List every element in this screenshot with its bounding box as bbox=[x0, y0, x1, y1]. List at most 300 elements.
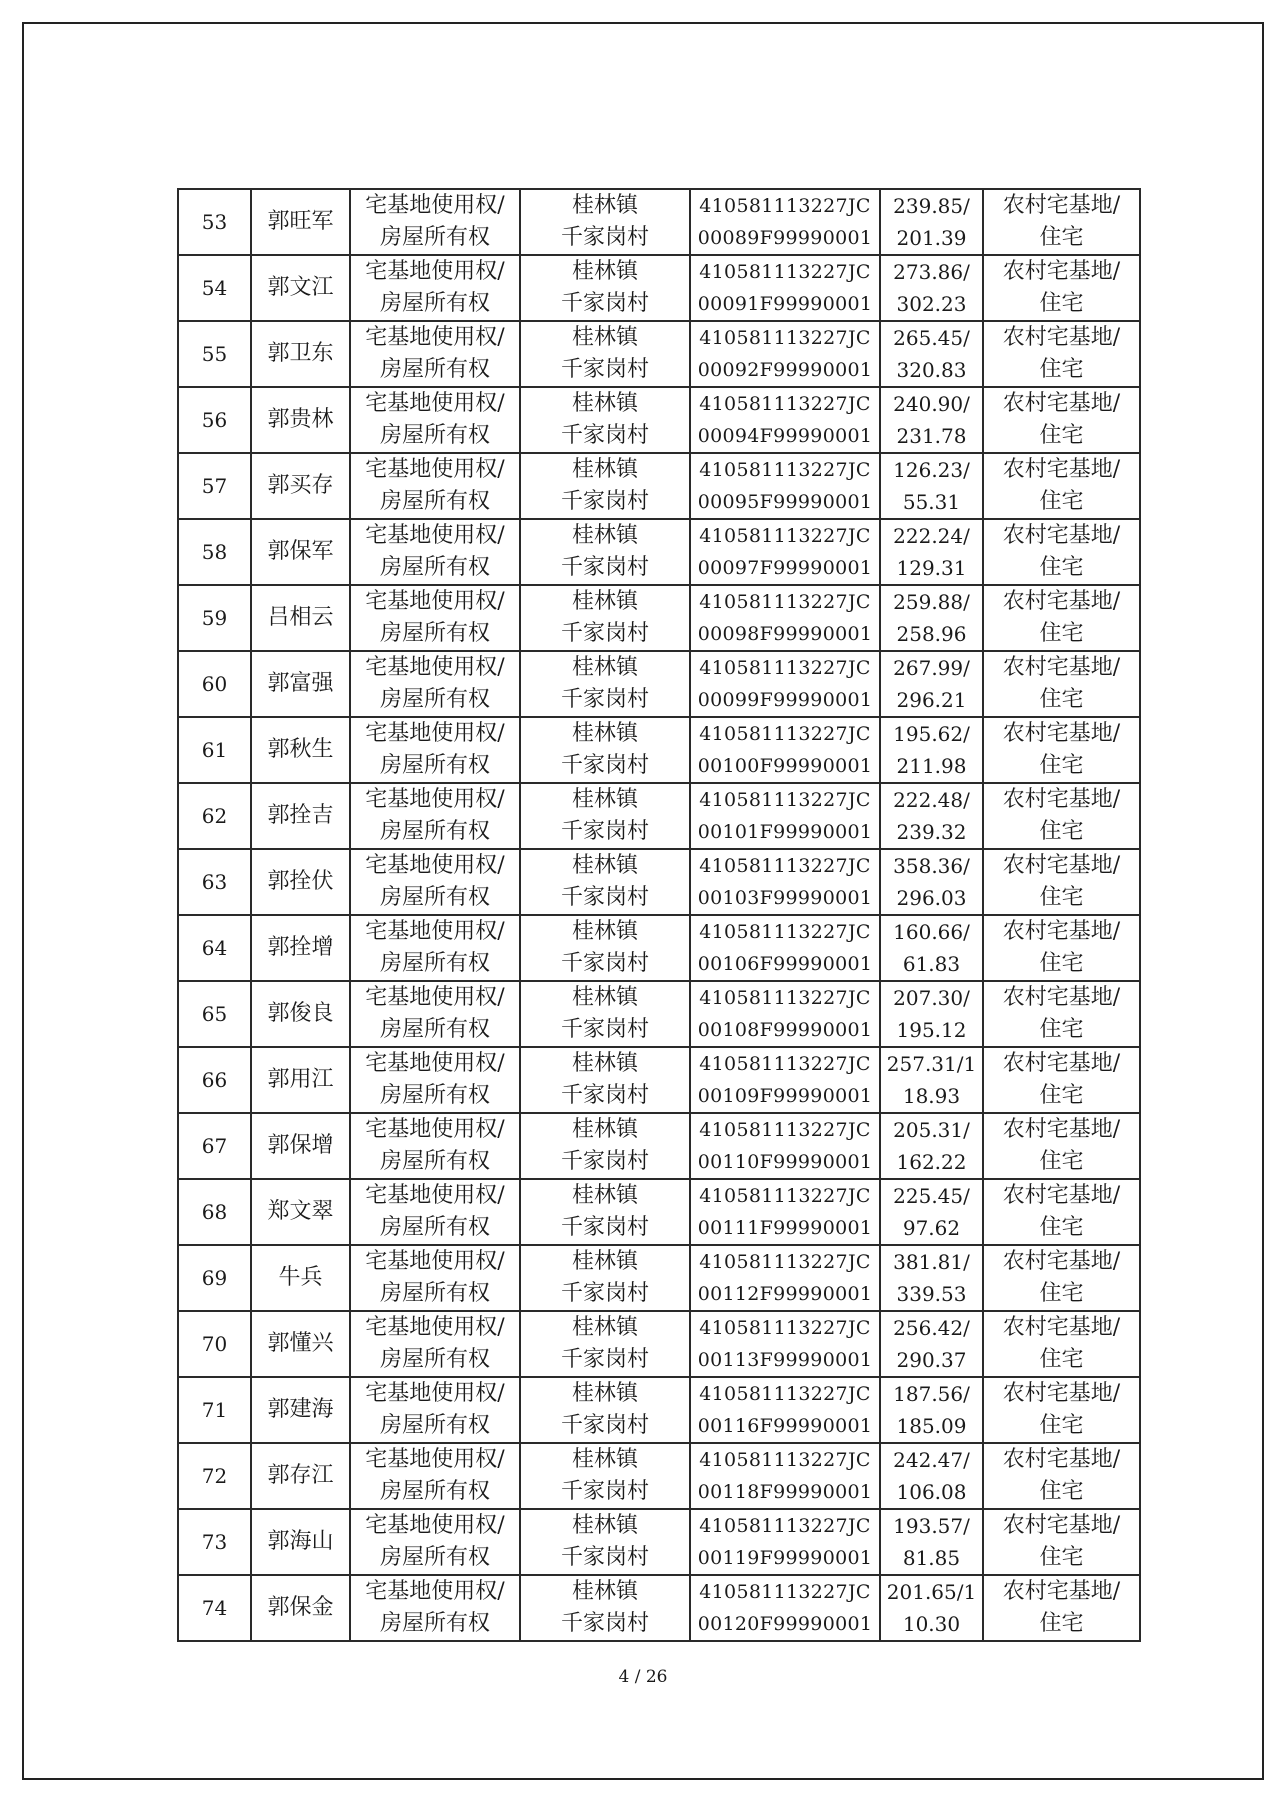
cell-text-line: 房屋所有权 bbox=[379, 1281, 490, 1306]
parcel-code-cell bbox=[690, 1047, 880, 1113]
cell-text-line: 00111F99990001 bbox=[697, 1217, 873, 1239]
cell-text-line: 宅基地使用权/ bbox=[365, 523, 505, 548]
table-row bbox=[178, 1179, 1140, 1245]
cell-text-line: 桂林镇 bbox=[571, 985, 638, 1010]
cell-text-line: 410581113227JC bbox=[699, 1053, 871, 1075]
row-number-cell bbox=[178, 849, 251, 915]
row-number-cell bbox=[178, 981, 251, 1047]
cell-text-line: 00100F99990001 bbox=[697, 755, 873, 777]
cell-text-line: 410581113227JC bbox=[699, 195, 871, 217]
right-type-cell bbox=[350, 849, 520, 915]
location-cell bbox=[520, 783, 690, 849]
cell-text-line: 242.47/ bbox=[893, 1448, 970, 1472]
cell-text-line: 410581113227JC bbox=[699, 1383, 871, 1405]
cell-text-line: 410581113227JC bbox=[699, 1185, 871, 1207]
cell-text-line: 房屋所有权 bbox=[379, 1347, 490, 1372]
land-use-cell bbox=[983, 585, 1140, 651]
row-number-cell bbox=[178, 1179, 251, 1245]
parcel-code-cell bbox=[690, 1113, 880, 1179]
location-cell bbox=[520, 585, 690, 651]
location-cell bbox=[520, 255, 690, 321]
area-cell bbox=[880, 915, 983, 981]
cell-text-line: 00098F99990001 bbox=[697, 623, 873, 645]
right-type-cell bbox=[350, 1047, 520, 1113]
row-number-cell bbox=[178, 519, 251, 585]
owner-name-cell bbox=[251, 717, 350, 783]
parcel-code-cell bbox=[690, 1443, 880, 1509]
location-cell bbox=[520, 981, 690, 1047]
cell-text-line: 55.31 bbox=[902, 490, 961, 514]
parcel-code-cell bbox=[690, 1245, 880, 1311]
cell-text-line: 房屋所有权 bbox=[379, 1611, 490, 1636]
cell-text-line: 农村宅基地/ bbox=[1002, 193, 1121, 218]
parcel-code-cell bbox=[690, 1179, 880, 1245]
cell-text-line: 62 bbox=[201, 804, 228, 828]
cell-text-line: 00110F99990001 bbox=[697, 1151, 873, 1173]
cell-text-line: 97.62 bbox=[902, 1216, 961, 1240]
cell-text-line: 410581113227JC bbox=[699, 393, 871, 415]
cell-text-line: 67 bbox=[201, 1134, 228, 1158]
table-row bbox=[178, 519, 1140, 585]
cell-text-line: 住宅 bbox=[1039, 1413, 1084, 1438]
cell-text-line: 房屋所有权 bbox=[379, 423, 490, 448]
row-number-cell bbox=[178, 1575, 251, 1641]
cell-text-line: 00112F99990001 bbox=[697, 1283, 873, 1305]
cell-text-line: 265.45/ bbox=[893, 326, 970, 350]
cell-text-line: 住宅 bbox=[1039, 1479, 1084, 1504]
cell-text-line: 农村宅基地/ bbox=[1002, 1315, 1121, 1340]
parcel-code-cell bbox=[690, 453, 880, 519]
cell-text-line: 千家岗村 bbox=[560, 1083, 649, 1108]
cell-text-line: 195.12 bbox=[896, 1018, 967, 1042]
cell-text-line: 66 bbox=[201, 1068, 228, 1092]
area-cell bbox=[880, 651, 983, 717]
row-number-cell bbox=[178, 1509, 251, 1575]
cell-text-line: 72 bbox=[201, 1464, 228, 1488]
cell-text-line: 桂林镇 bbox=[571, 1183, 638, 1208]
land-use-cell bbox=[983, 255, 1140, 321]
right-type-cell bbox=[350, 1509, 520, 1575]
cell-text-line: 410581113227JC bbox=[699, 459, 871, 481]
owner-name-cell bbox=[251, 1113, 350, 1179]
right-type-cell bbox=[350, 717, 520, 783]
cell-text-line: 农村宅基地/ bbox=[1002, 1117, 1121, 1142]
cell-text-line: 房屋所有权 bbox=[379, 885, 490, 910]
cell-text-line: 千家岗村 bbox=[560, 753, 649, 778]
cell-text-line: 住宅 bbox=[1039, 1149, 1084, 1174]
right-type-cell bbox=[350, 1575, 520, 1641]
cell-text-line: 193.57/ bbox=[893, 1514, 970, 1538]
location-cell bbox=[520, 1509, 690, 1575]
cell-text-line: 106.08 bbox=[896, 1480, 967, 1504]
area-cell bbox=[880, 1311, 983, 1377]
cell-text-line: 宅基地使用权/ bbox=[365, 325, 505, 350]
area-cell bbox=[880, 1509, 983, 1575]
cell-text-line: 郭保军 bbox=[267, 539, 334, 564]
cell-text-line: 住宅 bbox=[1039, 1281, 1084, 1306]
cell-text-line: 320.83 bbox=[896, 358, 967, 382]
parcel-code-cell bbox=[690, 321, 880, 387]
cell-text-line: 农村宅基地/ bbox=[1002, 787, 1121, 812]
land-use-cell bbox=[983, 1245, 1140, 1311]
cell-text-line: 住宅 bbox=[1039, 1083, 1084, 1108]
cell-text-line: 郭俊良 bbox=[267, 1001, 334, 1026]
cell-text-line: 273.86/ bbox=[893, 260, 970, 284]
row-number-cell bbox=[178, 915, 251, 981]
cell-text-line: 房屋所有权 bbox=[379, 1413, 490, 1438]
cell-text-line: 牛兵 bbox=[278, 1265, 323, 1290]
table-row bbox=[178, 1113, 1140, 1179]
area-cell bbox=[880, 1113, 983, 1179]
cell-text-line: 宅基地使用权/ bbox=[365, 1579, 505, 1604]
cell-text-line: 农村宅基地/ bbox=[1002, 1447, 1121, 1472]
cell-text-line: 宅基地使用权/ bbox=[365, 1447, 505, 1472]
cell-text-line: 195.62/ bbox=[893, 722, 970, 746]
property-record-table bbox=[177, 188, 1141, 1642]
cell-text-line: 千家岗村 bbox=[560, 1281, 649, 1306]
cell-text-line: 住宅 bbox=[1039, 291, 1084, 316]
cell-text-line: 千家岗村 bbox=[560, 1479, 649, 1504]
cell-text-line: 73 bbox=[201, 1530, 228, 1554]
cell-text-line: 农村宅基地/ bbox=[1002, 655, 1121, 680]
right-type-cell bbox=[350, 1377, 520, 1443]
cell-text-line: 房屋所有权 bbox=[379, 1017, 490, 1042]
land-use-cell bbox=[983, 387, 1140, 453]
cell-text-line: 千家岗村 bbox=[560, 225, 649, 250]
cell-text-line: 129.31 bbox=[896, 556, 967, 580]
cell-text-line: 房屋所有权 bbox=[379, 489, 490, 514]
cell-text-line: 410581113227JC bbox=[699, 591, 871, 613]
cell-text-line: 410581113227JC bbox=[699, 1119, 871, 1141]
cell-text-line: 农村宅基地/ bbox=[1002, 325, 1121, 350]
location-cell bbox=[520, 1443, 690, 1509]
owner-name-cell bbox=[251, 1377, 350, 1443]
cell-text-line: 郭存江 bbox=[267, 1463, 334, 1488]
row-number-cell bbox=[178, 321, 251, 387]
owner-name-cell bbox=[251, 1443, 350, 1509]
location-cell bbox=[520, 189, 690, 255]
right-type-cell bbox=[350, 1113, 520, 1179]
cell-text-line: 259.88/ bbox=[893, 590, 970, 614]
cell-text-line: 千家岗村 bbox=[560, 1413, 649, 1438]
row-number-cell bbox=[178, 1047, 251, 1113]
table-row bbox=[178, 189, 1140, 255]
row-number-cell bbox=[178, 783, 251, 849]
cell-text-line: 农村宅基地/ bbox=[1002, 589, 1121, 614]
cell-text-line: 桂林镇 bbox=[571, 787, 638, 812]
row-number-cell bbox=[178, 717, 251, 783]
location-cell bbox=[520, 1575, 690, 1641]
table-row bbox=[178, 981, 1140, 1047]
land-use-cell bbox=[983, 915, 1140, 981]
cell-text-line: 宅基地使用权/ bbox=[365, 721, 505, 746]
cell-text-line: 宅基地使用权/ bbox=[365, 1117, 505, 1142]
right-type-cell bbox=[350, 915, 520, 981]
cell-text-line: 57 bbox=[201, 474, 228, 498]
cell-text-line: 住宅 bbox=[1039, 621, 1084, 646]
cell-text-line: 宅基地使用权/ bbox=[365, 589, 505, 614]
cell-text-line: 410581113227JC bbox=[699, 1317, 871, 1339]
cell-text-line: 宅基地使用权/ bbox=[365, 1513, 505, 1538]
cell-text-line: 农村宅基地/ bbox=[1002, 853, 1121, 878]
right-type-cell bbox=[350, 321, 520, 387]
cell-text-line: 296.21 bbox=[896, 688, 967, 712]
row-number-cell bbox=[178, 255, 251, 321]
cell-text-line: 房屋所有权 bbox=[379, 1479, 490, 1504]
area-cell bbox=[880, 1245, 983, 1311]
cell-text-line: 住宅 bbox=[1039, 423, 1084, 448]
cell-text-line: 60 bbox=[201, 672, 228, 696]
table-row bbox=[178, 1245, 1140, 1311]
parcel-code-cell bbox=[690, 849, 880, 915]
area-cell bbox=[880, 981, 983, 1047]
cell-text-line: 410581113227JC bbox=[699, 1251, 871, 1273]
owner-name-cell bbox=[251, 387, 350, 453]
cell-text-line: 00091F99990001 bbox=[697, 293, 873, 315]
land-use-cell bbox=[983, 783, 1140, 849]
area-cell bbox=[880, 453, 983, 519]
cell-text-line: 296.03 bbox=[896, 886, 967, 910]
table-row bbox=[178, 1443, 1140, 1509]
cell-text-line: 农村宅基地/ bbox=[1002, 259, 1121, 284]
cell-text-line: 68 bbox=[201, 1200, 228, 1224]
cell-text-line: 千家岗村 bbox=[560, 1149, 649, 1174]
right-type-cell bbox=[350, 189, 520, 255]
cell-text-line: 住宅 bbox=[1039, 753, 1084, 778]
cell-text-line: 郭秋生 bbox=[267, 737, 334, 762]
right-type-cell bbox=[350, 1245, 520, 1311]
table-row bbox=[178, 1575, 1140, 1641]
cell-text-line: 61.83 bbox=[902, 952, 961, 976]
cell-text-line: 187.56/ bbox=[893, 1382, 970, 1406]
cell-text-line: 222.24/ bbox=[893, 524, 970, 548]
cell-text-line: 房屋所有权 bbox=[379, 753, 490, 778]
parcel-code-cell bbox=[690, 585, 880, 651]
cell-text-line: 69 bbox=[201, 1266, 228, 1290]
land-use-cell bbox=[983, 1575, 1140, 1641]
parcel-code-cell bbox=[690, 783, 880, 849]
cell-text-line: 住宅 bbox=[1039, 489, 1084, 514]
cell-text-line: 千家岗村 bbox=[560, 1017, 649, 1042]
cell-text-line: 18.93 bbox=[902, 1084, 961, 1108]
cell-text-line: 410581113227JC bbox=[699, 327, 871, 349]
land-use-cell bbox=[983, 981, 1140, 1047]
owner-name-cell bbox=[251, 255, 350, 321]
cell-text-line: 住宅 bbox=[1039, 819, 1084, 844]
land-use-cell bbox=[983, 1509, 1140, 1575]
cell-text-line: 住宅 bbox=[1039, 1611, 1084, 1636]
cell-text-line: 64 bbox=[201, 936, 228, 960]
cell-text-line: 宅基地使用权/ bbox=[365, 1315, 505, 1340]
owner-name-cell bbox=[251, 1245, 350, 1311]
cell-text-line: 00120F99990001 bbox=[697, 1613, 873, 1635]
cell-text-line: 162.22 bbox=[896, 1150, 967, 1174]
cell-text-line: 410581113227JC bbox=[699, 723, 871, 745]
cell-text-line: 81.85 bbox=[902, 1546, 961, 1570]
cell-text-line: 00119F99990001 bbox=[697, 1547, 873, 1569]
area-cell bbox=[880, 1179, 983, 1245]
land-use-cell bbox=[983, 1047, 1140, 1113]
cell-text-line: 410581113227JC bbox=[699, 855, 871, 877]
cell-text-line: 00099F99990001 bbox=[697, 689, 873, 711]
land-use-cell bbox=[983, 453, 1140, 519]
cell-text-line: 00103F99990001 bbox=[697, 887, 873, 909]
right-type-cell bbox=[350, 387, 520, 453]
land-use-cell bbox=[983, 189, 1140, 255]
location-cell bbox=[520, 519, 690, 585]
table-row bbox=[178, 1377, 1140, 1443]
right-type-cell bbox=[350, 585, 520, 651]
cell-text-line: 宅基地使用权/ bbox=[365, 985, 505, 1010]
cell-text-line: 55 bbox=[201, 342, 228, 366]
table-row bbox=[178, 585, 1140, 651]
cell-text-line: 房屋所有权 bbox=[379, 951, 490, 976]
row-number-cell bbox=[178, 651, 251, 717]
cell-text-line: 住宅 bbox=[1039, 885, 1084, 910]
cell-text-line: 00097F99990001 bbox=[697, 557, 873, 579]
cell-text-line: 农村宅基地/ bbox=[1002, 1183, 1121, 1208]
table-row bbox=[178, 255, 1140, 321]
cell-text-line: 00113F99990001 bbox=[697, 1349, 873, 1371]
table-row bbox=[178, 783, 1140, 849]
cell-text-line: 住宅 bbox=[1039, 687, 1084, 712]
cell-text-line: 358.36/ bbox=[893, 854, 970, 878]
cell-text-line: 千家岗村 bbox=[560, 1215, 649, 1240]
right-type-cell bbox=[350, 255, 520, 321]
right-type-cell bbox=[350, 1311, 520, 1377]
land-use-cell bbox=[983, 1311, 1140, 1377]
right-type-cell bbox=[350, 783, 520, 849]
land-use-cell bbox=[983, 1179, 1140, 1245]
cell-text-line: 410581113227JC bbox=[699, 1449, 871, 1471]
parcel-code-cell bbox=[690, 981, 880, 1047]
page-number: 4 / 26 bbox=[618, 1667, 668, 1687]
cell-text-line: 郭拴伏 bbox=[267, 869, 334, 894]
row-number-cell bbox=[178, 387, 251, 453]
cell-text-line: 千家岗村 bbox=[560, 687, 649, 712]
cell-text-line: 239.85/ bbox=[893, 194, 970, 218]
cell-text-line: 房屋所有权 bbox=[379, 621, 490, 646]
cell-text-line: 65 bbox=[201, 1002, 228, 1026]
cell-text-line: 240.90/ bbox=[893, 392, 970, 416]
cell-text-line: 126.23/ bbox=[893, 458, 970, 482]
area-cell bbox=[880, 189, 983, 255]
cell-text-line: 宅基地使用权/ bbox=[365, 457, 505, 482]
cell-text-line: 郭买存 bbox=[267, 473, 334, 498]
location-cell bbox=[520, 1377, 690, 1443]
cell-text-line: 郭用江 bbox=[267, 1067, 334, 1092]
cell-text-line: 宅基地使用权/ bbox=[365, 787, 505, 812]
land-use-cell bbox=[983, 1113, 1140, 1179]
cell-text-line: 桂林镇 bbox=[571, 1447, 638, 1472]
row-number-cell bbox=[178, 453, 251, 519]
cell-text-line: 00116F99990001 bbox=[697, 1415, 873, 1437]
land-use-cell bbox=[983, 651, 1140, 717]
location-cell bbox=[520, 1179, 690, 1245]
cell-text-line: 住宅 bbox=[1039, 1347, 1084, 1372]
location-cell bbox=[520, 915, 690, 981]
location-cell bbox=[520, 1245, 690, 1311]
cell-text-line: 宅基地使用权/ bbox=[365, 655, 505, 680]
cell-text-line: 郭文江 bbox=[267, 275, 334, 300]
cell-text-line: 千家岗村 bbox=[560, 819, 649, 844]
cell-text-line: 63 bbox=[201, 870, 228, 894]
cell-text-line: 桂林镇 bbox=[571, 259, 638, 284]
owner-name-cell bbox=[251, 1509, 350, 1575]
cell-text-line: 桂林镇 bbox=[571, 325, 638, 350]
cell-text-line: 225.45/ bbox=[893, 1184, 970, 1208]
cell-text-line: 桂林镇 bbox=[571, 193, 638, 218]
cell-text-line: 农村宅基地/ bbox=[1002, 1513, 1121, 1538]
cell-text-line: 54 bbox=[201, 276, 228, 300]
parcel-code-cell bbox=[690, 717, 880, 783]
right-type-cell bbox=[350, 519, 520, 585]
table-row bbox=[178, 717, 1140, 783]
cell-text-line: 桂林镇 bbox=[571, 1249, 638, 1274]
cell-text-line: 住宅 bbox=[1039, 1017, 1084, 1042]
cell-text-line: 00108F99990001 bbox=[697, 1019, 873, 1041]
cell-text-line: 258.96 bbox=[896, 622, 967, 646]
cell-text-line: 10.30 bbox=[902, 1612, 961, 1636]
cell-text-line: 千家岗村 bbox=[560, 1347, 649, 1372]
area-cell bbox=[880, 255, 983, 321]
area-cell bbox=[880, 321, 983, 387]
cell-text-line: 桂林镇 bbox=[571, 1513, 638, 1538]
cell-text-line: 00109F99990001 bbox=[697, 1085, 873, 1107]
cell-text-line: 郭富强 bbox=[267, 671, 334, 696]
cell-text-line: 56 bbox=[201, 408, 228, 432]
right-type-cell bbox=[350, 453, 520, 519]
cell-text-line: 桂林镇 bbox=[571, 721, 638, 746]
cell-text-line: 宅基地使用权/ bbox=[365, 853, 505, 878]
cell-text-line: 410581113227JC bbox=[699, 1515, 871, 1537]
cell-text-line: 农村宅基地/ bbox=[1002, 391, 1121, 416]
cell-text-line: 桂林镇 bbox=[571, 589, 638, 614]
cell-text-line: 桂林镇 bbox=[571, 1051, 638, 1076]
area-cell bbox=[880, 387, 983, 453]
cell-text-line: 70 bbox=[201, 1332, 228, 1356]
cell-text-line: 千家岗村 bbox=[560, 951, 649, 976]
cell-text-line: 宅基地使用权/ bbox=[365, 1051, 505, 1076]
cell-text-line: 农村宅基地/ bbox=[1002, 523, 1121, 548]
cell-text-line: 205.31/ bbox=[893, 1118, 970, 1142]
owner-name-cell bbox=[251, 321, 350, 387]
right-type-cell bbox=[350, 651, 520, 717]
owner-name-cell bbox=[251, 849, 350, 915]
cell-text-line: 桂林镇 bbox=[571, 457, 638, 482]
cell-text-line: 郭海山 bbox=[267, 1529, 334, 1554]
cell-text-line: 房屋所有权 bbox=[379, 687, 490, 712]
location-cell bbox=[520, 1311, 690, 1377]
cell-text-line: 桂林镇 bbox=[571, 391, 638, 416]
cell-text-line: 宅基地使用权/ bbox=[365, 1183, 505, 1208]
location-cell bbox=[520, 1047, 690, 1113]
cell-text-line: 住宅 bbox=[1039, 225, 1084, 250]
cell-text-line: 住宅 bbox=[1039, 555, 1084, 580]
cell-text-line: 农村宅基地/ bbox=[1002, 457, 1121, 482]
cell-text-line: 257.31/1 bbox=[886, 1052, 977, 1076]
parcel-code-cell bbox=[690, 387, 880, 453]
cell-text-line: 410581113227JC bbox=[699, 789, 871, 811]
cell-text-line: 农村宅基地/ bbox=[1002, 1381, 1121, 1406]
row-number-cell bbox=[178, 1245, 251, 1311]
location-cell bbox=[520, 849, 690, 915]
table-row bbox=[178, 849, 1140, 915]
table-row bbox=[178, 453, 1140, 519]
row-number-cell bbox=[178, 1377, 251, 1443]
area-cell bbox=[880, 585, 983, 651]
row-number-cell bbox=[178, 189, 251, 255]
